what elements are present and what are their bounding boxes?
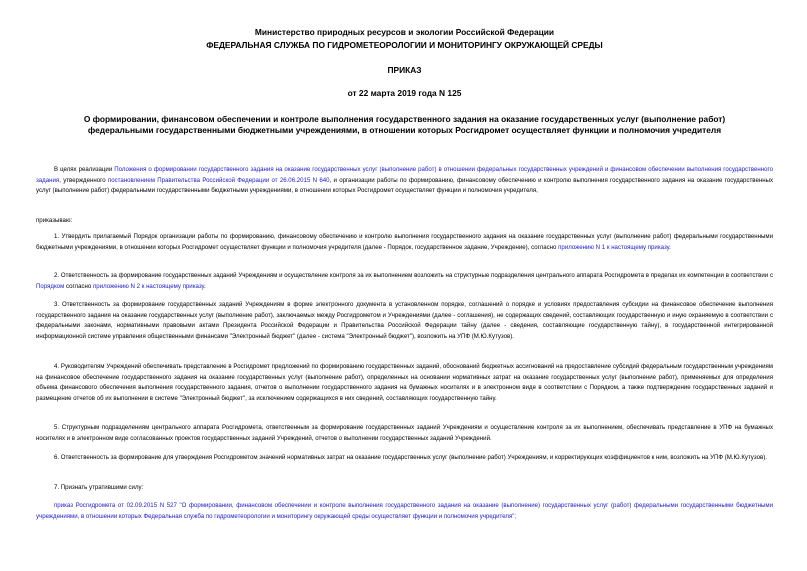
- item-1: [36, 232, 773, 253]
- procedure-link[interactable]: Порядком: [36, 282, 65, 290]
- intro-text-1: В целях реализации: [54, 166, 115, 173]
- document-page: [36, 0, 773, 571]
- document-type: ПРИКАЗ: [387, 65, 422, 75]
- item-7: 7. Признать утратившими силу:: [54, 484, 144, 491]
- item-1-text: 1. Утвердить прилагаемый Порядок организации работы по формированию, финансовому обеспечению и контролю выполнения государственного задания на оказание государственных услуг (выполнение работ) федеральными государственными бюджетными учреждениями, в отношении которых Росгидромет осуществляет функции и полномочия учредителя (далее - Порядок, государственное задание, Учреждение), согласно: [36, 233, 773, 251]
- document-title: О формировании, финансовом обеспечении и контроле выполнения государственного задания на оказание государственных услуг (выполнение работ) федеральными государственными бюджетными учреждениями, в отношении которых Росгидромет осуществляет функции и полномочия учредителя: [83, 114, 726, 135]
- item-5: 5. Структурным подразделениям центрального аппарата Росгидромета, ответственным за формирование государственных заданий Учреждениям и осуществление контроля за их выполнением, обеспечивать представление в УПФ на бумажных носителях и в электронном виде согласованных проектов государственных заданий Учреждений, отчетов о выполнении государственных заданий Учреждений.: [36, 424, 773, 442]
- appendix-2-link[interactable]: приложению N 2 к настоящему приказу: [93, 282, 204, 290]
- item-6: 6. Ответственность за формирование для утверждения Росгидрометом значений нормативных затрат на оказание государственных услуг (выполнение работ) Учреждениям, и корректирующих коэффициентов к ним, возложить на УПФ (М.Ю.Кутузов).: [54, 454, 767, 461]
- order-word: приказываю:: [36, 217, 73, 224]
- item-3: 3. Ответственность за формирование государственных заданий Учреждениям в форме электронного документа в установленном порядке, соглашений о порядке и условиях предоставления субсидии на финансовое обеспечение выполнения государственного задания на оказание государственных услуг (выполнение работ), заключаемых между Росгидрометом и Учреждениями (далее - соглашения), не содержащих сведений, составляющих государственную и иную охраняемую в соответствии с федеральными законами, нормативными правовыми актами Президента Российской Федерации и Правительства Российской Федерации тайну (далее - сведения, составляющие государственную тайну), в государственной интегрированной информационной системе управления общественными финансами "Электронный бюджет" (далее - система "Электронный бюджет"), возложить на УПФ (М.Ю.Кутузов).: [36, 301, 773, 340]
- item-4: 4. Руководителям Учреждений обеспечивать представление в Росгидромет предложений по формированию государственных заданий, обоснований бюджетных ассигнований на предоставление субсидий федеральным государственным учреждениям на финансовое обеспечение государственного задания на оказание государственных услуг (выполнение работ), определенных на основании нормативных затрат на оказание государственных услуг (выполнение работ), применяемых для определения объема финансового обеспечения выполнения государственного задания, отчетов о выполнении государственного задания на бумажных носителях и в электронном виде в соответствии с Порядком, а также подтверждение государственных заданий и размещение отчетов об их выполнении в системе "Электронный бюджет", за исключением содержащихся в них сведений, составляющих государственную тайну.: [36, 363, 773, 402]
- appendix-1-link[interactable]: приложению N 1 к настоящему приказу: [558, 243, 670, 251]
- item-2: [36, 271, 773, 292]
- item-2-text: 2. Ответственность за формирование государственных заданий Учреждениям и осуществление контроля за их выполнением возложить на структурные подразделения центрального аппарата Росгидромета в пределах их компетенции в соответствии с: [54, 272, 773, 279]
- item-2-mid: согласно: [64, 282, 93, 290]
- ministry-name: Министерство природных ресурсов и экологии Российской Федерации: [254, 27, 555, 37]
- intro-text-2: , утвержденного: [59, 176, 108, 184]
- intro-paragraph: [36, 165, 773, 197]
- government-decree-link[interactable]: постановлением Правительства Российской Федерации от 26.06.2015 N 640: [107, 176, 330, 184]
- service-name: ФЕДЕРАЛЬНАЯ СЛУЖБА ПО ГИДРОМЕТЕОРОЛОГИИ И МОНИТОРИНГУ ОКРУЖАЮЩЕЙ СРЕДЫ: [206, 40, 603, 50]
- regulation-link[interactable]: Положения о формировании государственного задания на оказание государственных услуг (выполнение работ) в отношении федеральных государственных учреждений и финансовом обеспечении выполнения государственного задания: [36, 166, 773, 184]
- repealed-order-link[interactable]: приказ Росгидромета от 02.09.2015 N 527 "О формировании, финансовом обеспечении и контроле выполнения государственного задания на оказание (выполнение) государственных услуг (работ) федеральными государственными бюджетными учреждениями, в отношении которых Федеральная служба по гидрометеорологии и мониторингу окружающей среды осуществляет функции и полномочия учредителя";: [36, 502, 773, 520]
- document-date-number: от 22 марта 2019 года N 125: [347, 88, 462, 98]
- item-2-end: .: [204, 282, 206, 290]
- item-1-end: .: [669, 243, 671, 251]
- intro-text-3: , и организации работы по формированию, финансовому обеспечению и контролю выполнения государственного задания на оказание государственных услуг (выполнение работ) федеральными государственными бюджетными учреждениями, в отношении которых Росгидромет осуществляет функции и полномочия учредителя,: [36, 176, 773, 194]
